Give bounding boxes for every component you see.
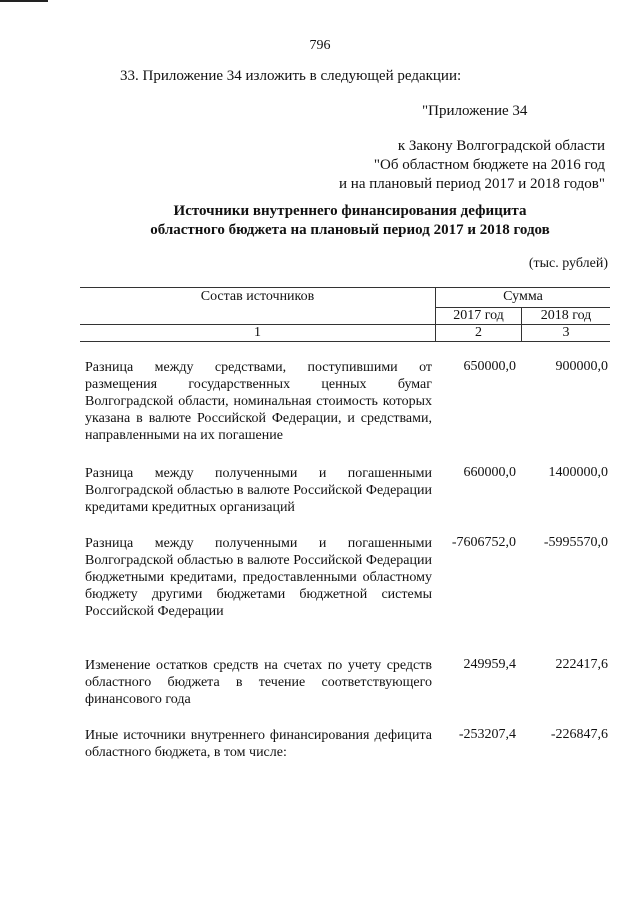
law-line-3: и на плановый период 2017 и 2018 годов" [339,176,605,192]
unit-label: (тыс. рублей) [528,256,608,271]
row-amount-2018: 900000,0 [555,359,608,374]
law-line-2: "Об областном бюджете на 2016 год [373,157,605,173]
row-amount-2017: -7606752,0 [451,535,516,550]
row-amount-2018: 1400000,0 [548,465,608,480]
col-number-3: 3 [562,325,570,340]
col-sum-label: Сумма [503,289,543,304]
col-year-2017: 2017 год [453,308,504,323]
header-bottom-line [80,341,610,342]
col-year-2018: 2018 год [540,308,592,323]
row-description: Разница между полученными и погашенными Волгоградской областью в валюте Российской Федерации бюджетными кредитами, предоставленными областному бюджету другими бюджетами бюджетной системы Российской Федерации [85,536,432,619]
row-amount-2017: -253207,4 [458,727,516,742]
col-number-1: 1 [254,325,261,340]
row-amount-2017: 249959,4 [463,657,516,672]
heading-line-1: Источники внутреннего финансирования дефицита [173,203,527,219]
corner-mark [0,0,48,2]
instruction-text: 33. Приложение 34 изложить в следующей редакции: [120,68,462,84]
row-amount-2018: 222417,6 [555,657,608,672]
row-description: Иные источники внутреннего финансирования дефицита областного бюджета, в том числе: [85,728,432,760]
heading-line-2: областного бюджета на плановый период 2017 и 2018 годов [150,222,550,238]
row-amount-2018: -226847,6 [550,727,608,742]
row-description: Изменение остатков средств на счетах по учету средств областного бюджета в течение соответствующего финансового года [85,658,432,707]
row-amount-2018: -5995570,0 [543,535,608,550]
appendix-title: "Приложение 34 [422,103,528,119]
row-amount-2017: 660000,0 [463,465,516,480]
header-top-line [80,287,610,288]
law-line-1: к Закону Волгоградской области [397,138,605,154]
row-description: Разница между полученными и погашенными Волгоградской областью в валюте Российской Федерации кредитами кредитных организаций [85,466,432,515]
col-sources-label: Состав источников [200,289,315,304]
page-number: 796 [309,38,331,53]
col-number-2: 2 [475,325,482,340]
row-amount-2017: 650000,0 [463,359,516,374]
row-description: Разница между средствами, поступившими от размещения государственных ценных бумаг Волгоградской области, номинальная стоимость которых указана в валюте Российской Федерации, и средствами, направленными на их погашение [85,360,432,443]
